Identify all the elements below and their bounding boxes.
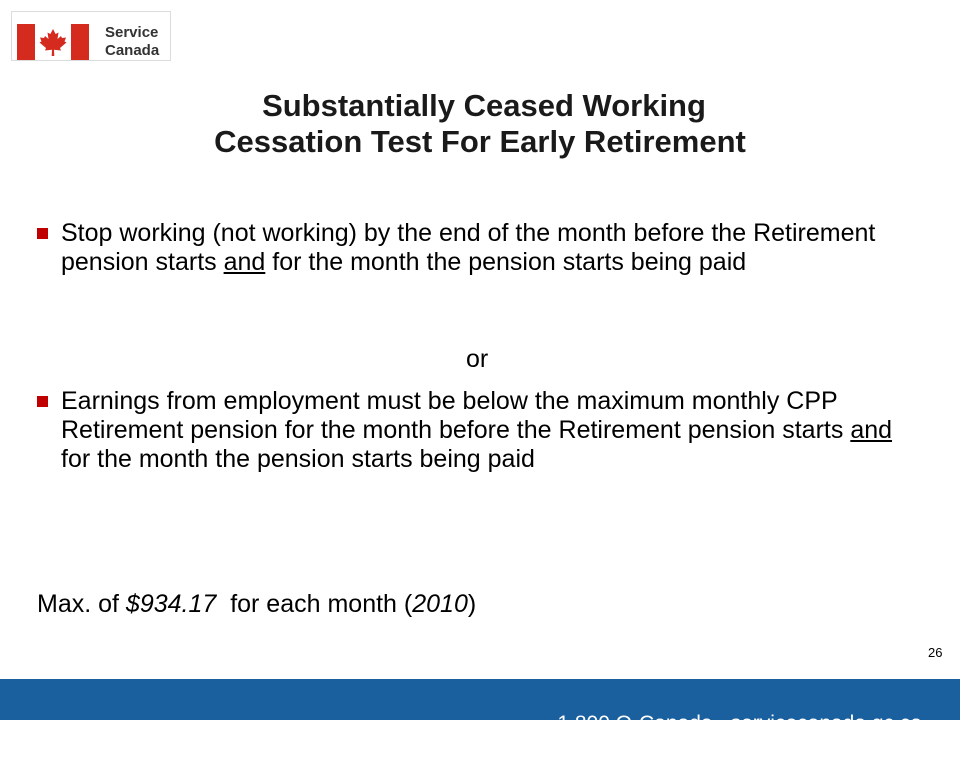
service-canada-logo <box>11 11 171 61</box>
or-separator: or <box>466 345 489 373</box>
square-bullet-icon <box>37 228 48 239</box>
logo-line-service: Service <box>105 24 159 41</box>
bullet-text-underlined: and <box>850 416 893 444</box>
bullet-text-after: for the month the pension starts being paid <box>265 248 747 276</box>
max-prefix: Max. of <box>37 590 126 618</box>
square-bullet-icon <box>37 396 48 407</box>
page-number: 26 <box>928 645 943 660</box>
bullet-text <box>61 387 917 474</box>
logo-wordmark <box>105 24 159 60</box>
bullet-item-earnings <box>37 387 917 474</box>
footer-phone: 1 800 O-Canada <box>557 712 713 735</box>
footer-contact <box>534 688 922 760</box>
slide-title <box>0 88 960 160</box>
max-year: 2010 <box>412 590 468 618</box>
bullet-text-underlined: and <box>223 248 266 276</box>
max-amount-line <box>37 590 476 619</box>
footer-website: servicecanada.gc.ca <box>730 712 923 735</box>
bullet-item-stop-working <box>37 219 917 277</box>
bullet-text <box>61 219 917 277</box>
max-suffix: ) <box>467 590 477 618</box>
slide-title-line-1: Substantially Ceased Working <box>262 88 706 123</box>
canada-flag-icon <box>17 24 89 60</box>
bullet-text-before: Earnings from employment must be below the maximum monthly CPP Retirement pension for the month before the Retirement pension starts <box>61 387 851 444</box>
bullet-text-before: Stop working (not working) by the end of the month before the Retirement pension starts <box>61 219 876 276</box>
logo-line-canada: Canada <box>105 42 160 59</box>
max-middle: for each month ( <box>216 590 413 618</box>
footer-bar <box>0 679 960 735</box>
max-amount: $934.17 <box>125 590 217 618</box>
bullet-text-after: for the month the pension starts being paid <box>61 445 535 473</box>
slide-title-line-2: Cessation Test For Early Retirement <box>214 124 746 159</box>
